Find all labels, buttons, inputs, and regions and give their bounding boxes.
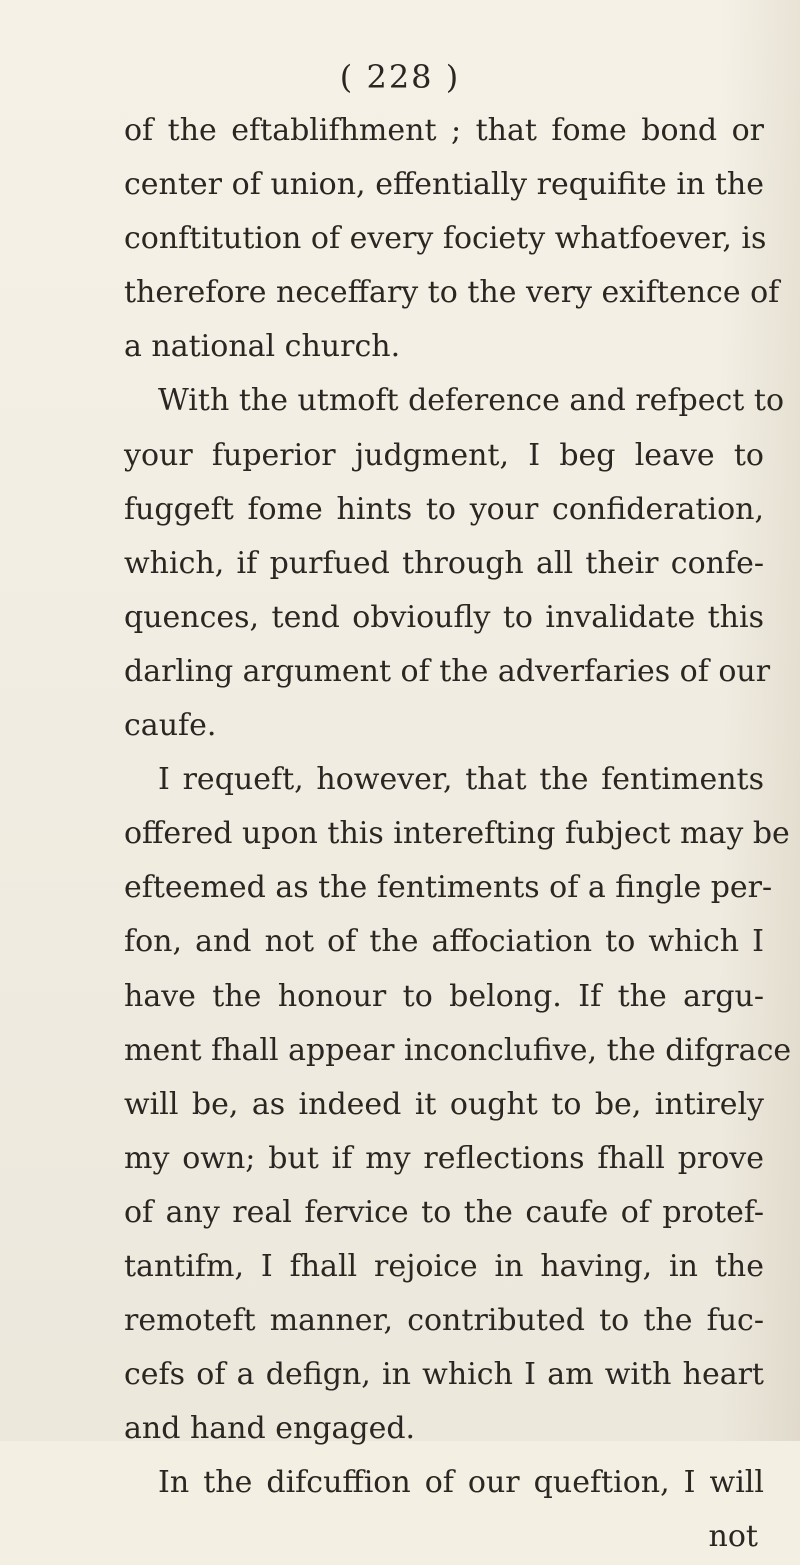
text-line: center of union, effentially requifite in the	[124, 167, 764, 203]
text-line: your fuperior judgment, I beg leave to	[124, 437, 764, 473]
text-line: my own; but if my reflections fhall prove	[124, 1140, 764, 1176]
text-line: In the difcuffion of our queftion, I will	[158, 1465, 764, 1501]
text-line: therefore neceffary to the very exiftence of	[124, 275, 780, 311]
catchword: not	[708, 1519, 758, 1555]
text-line: fon, and not of the affociation to which I	[124, 924, 764, 960]
text-line: efteemed as the fentiments of a fingle per-	[124, 870, 773, 906]
text-line: have the honour to belong. If the argu-	[124, 978, 764, 1014]
text-line: I requeft, however, that the fentiments	[158, 762, 764, 798]
text-line: and hand engaged.	[124, 1411, 416, 1447]
text-line: offered upon this interefting fubject may be	[124, 816, 790, 852]
text-line: With the utmoft deference and refpect to	[158, 383, 785, 419]
text-line: fuggeft fome hints to your confideration,	[124, 491, 764, 527]
text-line: will be, as indeed it ought to be, intirely	[124, 1086, 764, 1122]
text-line: caufe.	[124, 708, 217, 744]
text-line: a national church.	[124, 329, 401, 365]
text-line: of any real fervice to the caufe of protef-	[124, 1194, 764, 1230]
text-line: remoteft manner, contributed to the fuc-	[124, 1303, 764, 1339]
text-line: conftitution of every fociety whatfoever, is	[124, 221, 767, 257]
text-line: cefs of a defign, in which I am with heart	[124, 1357, 764, 1393]
text-line: which, if purfued through all their confe-	[124, 545, 764, 581]
text-line: tantifm, I fhall rejoice in having, in the	[124, 1248, 764, 1284]
text-line: of the eftablifhment ; that fome bond or	[124, 113, 764, 148]
page-number-header: ( 228 )	[339, 58, 461, 96]
text-line: quences, tend obvioufly to invalidate this	[124, 599, 764, 635]
text-line: ment fhall appear inconclufive, the difgrace	[124, 1032, 792, 1068]
body-text	[124, 104, 792, 1565]
text-line: darling argument of the adverfaries of our	[124, 653, 771, 689]
